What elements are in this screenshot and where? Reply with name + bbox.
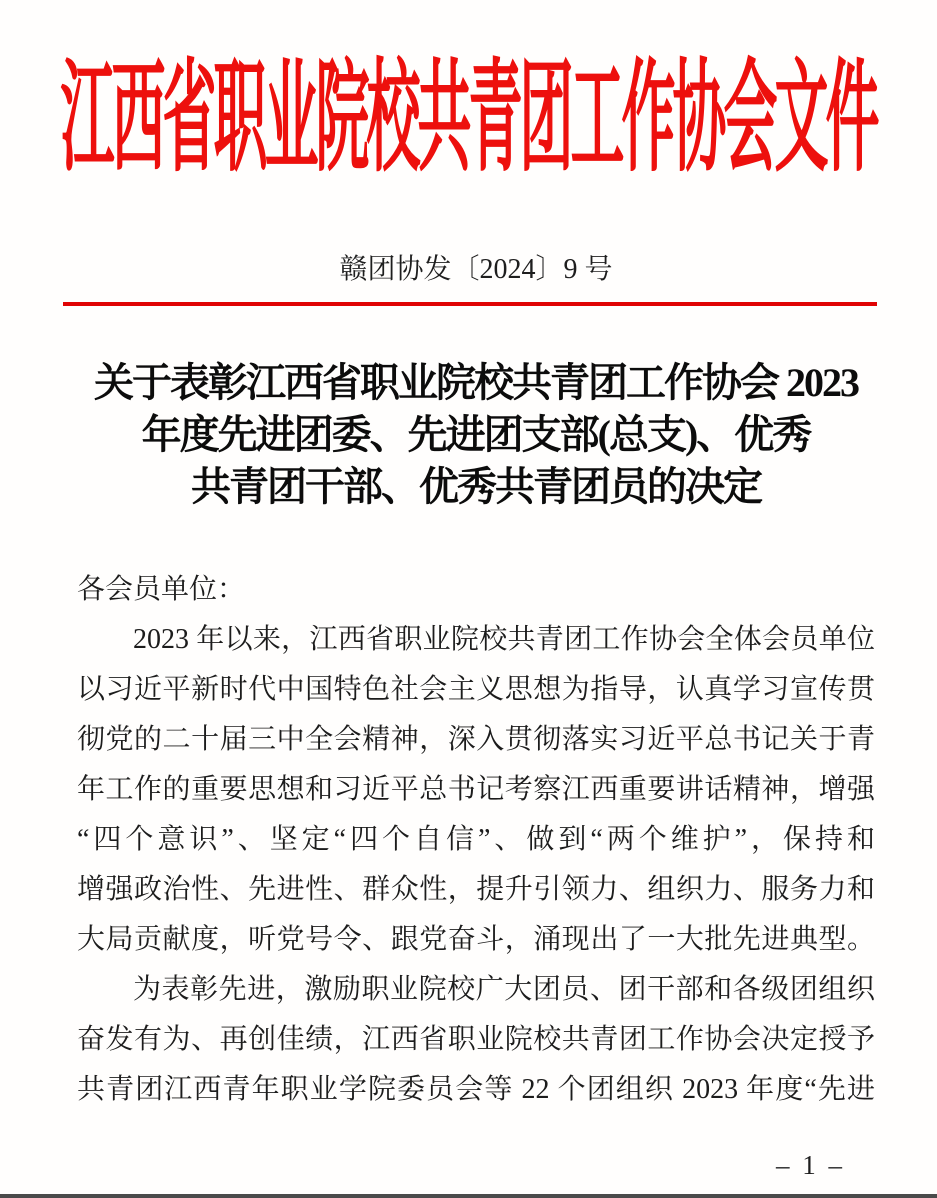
doc-number: 赣团协发〔2024〕9 号 xyxy=(339,254,613,285)
body-line: 大局贡献度，听党号令、跟党奋斗，涌现出了一大批先进典型。 xyxy=(77,924,875,955)
document-title-line: 年度先进团委、先进团支部(总支)、优秀 xyxy=(141,412,811,457)
body-line: 以习近平新时代中国特色社会主义思想为指导，认真学习宣传贯 xyxy=(77,674,875,705)
body-line: “四个意识”、坚定“四个自信”、做到“两个维护”，保持和 xyxy=(77,824,875,855)
document-title-line: 共青团干部、优秀共青团员的决定 xyxy=(191,464,761,509)
body-line: 奋发有为、再创佳绩，江西省职业院校共青团工作协会决定授予 xyxy=(77,1024,875,1055)
red-header-title xyxy=(40,51,897,187)
document-title xyxy=(56,357,896,513)
page-number: – 1 – xyxy=(776,1150,845,1180)
body-line: 共青团江西青年职业学院委员会等 22 个团组织 2023 年度“先进 xyxy=(77,1074,875,1105)
body-line: 增强政治性、先进性、群众性，提升引领力、组织力、服务力和 xyxy=(77,874,875,905)
salutation: 各会员单位： xyxy=(77,574,246,605)
body-line: 2023 年以来，江西省职业院校共青团工作协会全体会员单位 xyxy=(133,624,875,655)
body-line: 为表彰先进，激励职业院校广大团员、团干部和各级团组织 xyxy=(133,974,875,1005)
red-divider-line xyxy=(63,302,877,306)
body-line: 年工作的重要思想和习近平总书记考察江西重要讲话精神，增强 xyxy=(77,774,875,805)
scan-edge-line xyxy=(0,1194,937,1198)
red-header-title-text: 江西省职业院校共青团工作协会文件 xyxy=(60,51,877,187)
body-line: 彻党的二十届三中全会精神，深入贯彻落实习近平总书记关于青 xyxy=(77,724,875,755)
document-title-line: 关于表彰江西省职业院校共青团工作协会 2023 xyxy=(94,360,858,405)
document-body xyxy=(77,565,875,1115)
